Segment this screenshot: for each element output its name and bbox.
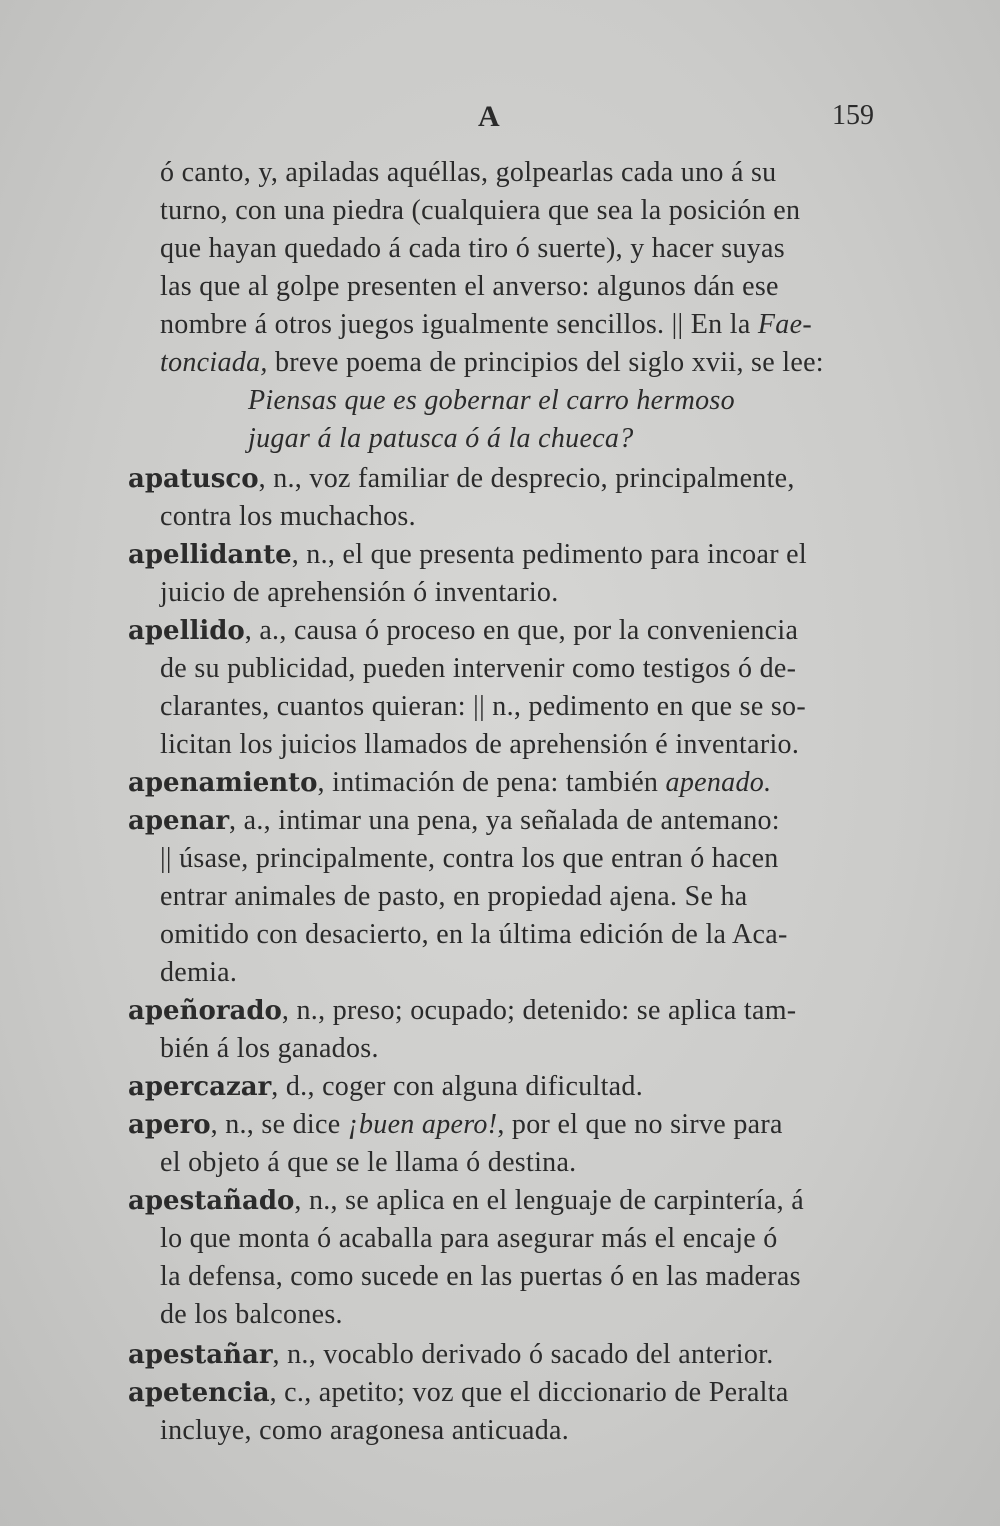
entry-line: de su publicidad, pueden intervenir como testigos ó de- bbox=[160, 653, 797, 684]
headword: apellido bbox=[128, 616, 245, 646]
page-header bbox=[0, 100, 1000, 140]
entry-line: apenamiento, intimación de pena: también apenado. bbox=[128, 767, 772, 798]
headword: apestañado bbox=[128, 1186, 295, 1216]
headword: apestañar bbox=[128, 1340, 273, 1370]
text-line: nombre á otros juegos igualmente sencillos. || En la Fae- bbox=[160, 309, 812, 340]
entry-line: apatusco, n., voz familiar de desprecio, principalmente, bbox=[128, 463, 795, 494]
entry-line: la defensa, como sucede en las puertas ó en las maderas bbox=[160, 1261, 801, 1292]
entry-line: omitido con desacierto, en la última edición de la Aca- bbox=[160, 919, 788, 950]
headword: apenar bbox=[128, 806, 230, 836]
entry-line: apero, n., se dice ¡buen apero!, por el que no sirve para bbox=[128, 1109, 783, 1140]
verse-line: Piensas que es gobernar el carro hermoso bbox=[248, 385, 735, 416]
entry-line: apetencia, c., apetito; voz que el diccionario de Peralta bbox=[128, 1377, 789, 1408]
entry-line: incluye, como aragonesa anticuada. bbox=[160, 1415, 570, 1446]
entry-line: apestañado, n., se aplica en el lenguaje de carpintería, á bbox=[128, 1185, 804, 1216]
headword: apeñorado bbox=[128, 996, 282, 1026]
headword: apero bbox=[128, 1110, 211, 1140]
entry-line: juicio de aprehensión ó inventario. bbox=[160, 577, 559, 608]
text-line: que hayan quedado á cada tiro ó suerte), y hacer suyas bbox=[160, 233, 785, 264]
entry-line: apellidante, n., el que presenta pedimento para incoar el bbox=[128, 539, 807, 570]
text-line: las que al golpe presenten el anverso: algunos dán ese bbox=[160, 271, 779, 302]
text-line: ó canto, y, apiladas aquéllas, golpearlas cada uno á su bbox=[160, 157, 777, 188]
entry-line: de los balcones. bbox=[160, 1299, 343, 1330]
entry-line: clarantes, cuantos quieran: || n., pedimento en que se so- bbox=[160, 691, 806, 722]
entry-line: apenar, a., intimar una pena, ya señalada de antemano: bbox=[128, 805, 780, 836]
headword: apercazar bbox=[128, 1072, 272, 1102]
entry-line: lo que monta ó acaballa para asegurar más el encaje ó bbox=[160, 1223, 778, 1254]
text-line: tonciada, breve poema de principios del siglo xvii, se lee: bbox=[160, 347, 824, 378]
running-head: A bbox=[478, 100, 500, 133]
entry-line: apestañar, n., vocablo derivado ó sacado del anterior. bbox=[128, 1339, 774, 1370]
page-number: 159 bbox=[832, 100, 874, 131]
entry-line: bién á los ganados. bbox=[160, 1033, 379, 1064]
entry-line: el objeto á que se le llama ó destina. bbox=[160, 1147, 577, 1178]
headword: apenamiento bbox=[128, 768, 318, 798]
headword: apetencia bbox=[128, 1378, 270, 1408]
entry-line: apellido, a., causa ó proceso en que, por la conveniencia bbox=[128, 615, 799, 646]
entry-line: contra los muchachos. bbox=[160, 501, 416, 532]
headword: apatusco bbox=[128, 464, 259, 494]
entry-line: || úsase, principalmente, contra los que entran ó hacen bbox=[160, 843, 779, 874]
text-line: turno, con una piedra (cualquiera que sea la posición en bbox=[160, 195, 801, 226]
entry-line: licitan los juicios llamados de aprehensión é inventario. bbox=[160, 729, 800, 760]
entry-line: apercazar, d., coger con alguna dificultad. bbox=[128, 1071, 644, 1102]
entry-line: apeñorado, n., preso; ocupado; detenido: se aplica tam- bbox=[128, 995, 797, 1026]
entry-line: entrar animales de pasto, en propiedad ajena. Se ha bbox=[160, 881, 748, 912]
entry-line: demia. bbox=[160, 957, 238, 988]
headword: apellidante bbox=[128, 540, 292, 570]
verse-line: jugar á la patusca ó á la chueca? bbox=[248, 423, 634, 454]
